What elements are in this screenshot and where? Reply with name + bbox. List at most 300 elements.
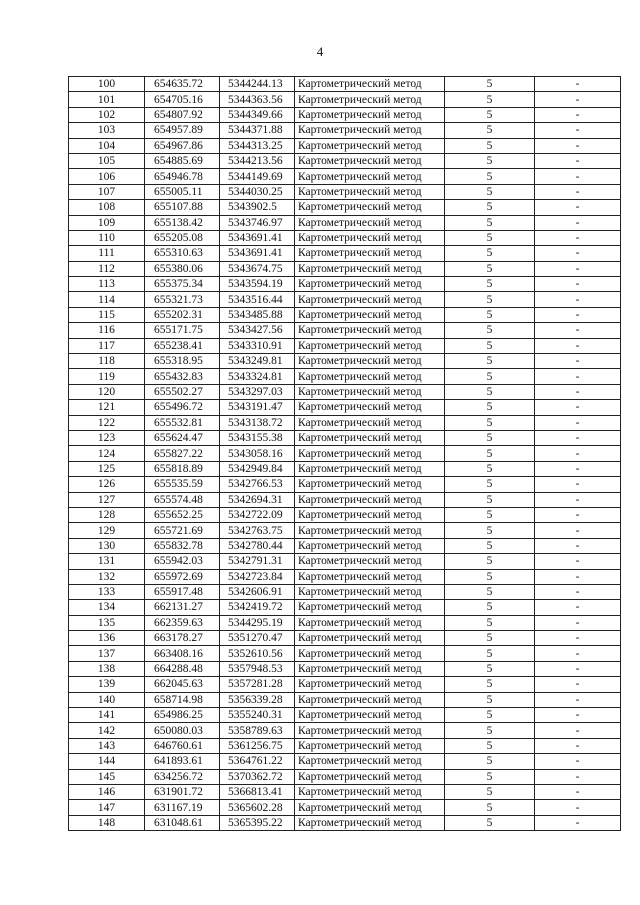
method-cell: Картометрический метод — [295, 492, 445, 507]
method-cell: Картометрический метод — [295, 754, 445, 769]
note-cell: - — [535, 569, 621, 584]
y-coordinate-cell: 5365395.22 — [220, 815, 295, 830]
x-coordinate-cell: 654967.86 — [145, 138, 220, 153]
method-cell: Картометрический метод — [295, 523, 445, 538]
y-coordinate-cell: 5343691.41 — [220, 246, 295, 261]
y-coordinate-cell: 5342694.31 — [220, 492, 295, 507]
y-coordinate-cell: 5344371.88 — [220, 123, 295, 138]
table-row — [69, 754, 621, 769]
method-cell: Картометрический метод — [295, 169, 445, 184]
y-coordinate-cell: 5343249.81 — [220, 354, 295, 369]
x-coordinate-cell: 655818.89 — [145, 461, 220, 476]
point-number-cell: 125 — [69, 461, 145, 476]
y-coordinate-cell: 5344213.56 — [220, 153, 295, 168]
x-coordinate-cell: 654957.89 — [145, 123, 220, 138]
note-cell: - — [535, 646, 621, 661]
y-coordinate-cell: 5343310.91 — [220, 338, 295, 353]
accuracy-cell: 5 — [445, 138, 535, 153]
table-row — [69, 800, 621, 815]
method-cell: Картометрический метод — [295, 107, 445, 122]
table-row — [69, 430, 621, 445]
point-number-cell: 132 — [69, 569, 145, 584]
accuracy-cell: 5 — [445, 708, 535, 723]
x-coordinate-cell: 655238.41 — [145, 338, 220, 353]
method-cell: Картометрический метод — [295, 430, 445, 445]
note-cell: - — [535, 153, 621, 168]
y-coordinate-cell: 5357948.53 — [220, 661, 295, 676]
note-cell: - — [535, 261, 621, 276]
note-cell: - — [535, 461, 621, 476]
accuracy-cell: 5 — [445, 307, 535, 322]
table-row — [69, 523, 621, 538]
x-coordinate-cell: 655827.22 — [145, 446, 220, 461]
table-row — [69, 615, 621, 630]
accuracy-cell: 5 — [445, 784, 535, 799]
y-coordinate-cell: 5342606.91 — [220, 584, 295, 599]
method-cell: Картометрический метод — [295, 600, 445, 615]
x-coordinate-cell: 654946.78 — [145, 169, 220, 184]
note-cell: - — [535, 230, 621, 245]
x-coordinate-cell: 655502.27 — [145, 384, 220, 399]
table-row — [69, 107, 621, 122]
table-row — [69, 384, 621, 399]
method-cell: Картометрический метод — [295, 246, 445, 261]
accuracy-cell: 5 — [445, 800, 535, 815]
point-number-cell: 127 — [69, 492, 145, 507]
method-cell: Картометрический метод — [295, 615, 445, 630]
y-coordinate-cell: 5344349.66 — [220, 107, 295, 122]
point-number-cell: 126 — [69, 477, 145, 492]
method-cell: Картометрический метод — [295, 338, 445, 353]
point-number-cell: 131 — [69, 554, 145, 569]
point-number-cell: 103 — [69, 123, 145, 138]
y-coordinate-cell: 5343674.75 — [220, 261, 295, 276]
x-coordinate-cell: 654807.92 — [145, 107, 220, 122]
table-row — [69, 323, 621, 338]
x-coordinate-cell: 654986.25 — [145, 708, 220, 723]
point-number-cell: 134 — [69, 600, 145, 615]
y-coordinate-cell: 5355240.31 — [220, 708, 295, 723]
x-coordinate-cell: 634256.72 — [145, 769, 220, 784]
accuracy-cell: 5 — [445, 107, 535, 122]
y-coordinate-cell: 5343155.38 — [220, 430, 295, 445]
table-row — [69, 569, 621, 584]
table-row — [69, 200, 621, 215]
accuracy-cell: 5 — [445, 200, 535, 215]
y-coordinate-cell: 5343191.47 — [220, 400, 295, 415]
point-number-cell: 148 — [69, 815, 145, 830]
y-coordinate-cell: 5351270.47 — [220, 631, 295, 646]
y-coordinate-cell: 5358789.63 — [220, 723, 295, 738]
accuracy-cell: 5 — [445, 354, 535, 369]
table-row — [69, 446, 621, 461]
method-cell: Картометрический метод — [295, 92, 445, 107]
x-coordinate-cell: 655321.73 — [145, 292, 220, 307]
table-row — [69, 708, 621, 723]
x-coordinate-cell: 655917.48 — [145, 584, 220, 599]
coordinates-table-body — [69, 77, 621, 831]
note-cell: - — [535, 754, 621, 769]
accuracy-cell: 5 — [445, 692, 535, 707]
y-coordinate-cell: 5343594.19 — [220, 277, 295, 292]
point-number-cell: 129 — [69, 523, 145, 538]
accuracy-cell: 5 — [445, 430, 535, 445]
note-cell: - — [535, 169, 621, 184]
x-coordinate-cell: 655171.75 — [145, 323, 220, 338]
y-coordinate-cell: 5342723.84 — [220, 569, 295, 584]
method-cell: Картометрический метод — [295, 538, 445, 553]
point-number-cell: 130 — [69, 538, 145, 553]
y-coordinate-cell: 5365602.28 — [220, 800, 295, 815]
accuracy-cell: 5 — [445, 246, 535, 261]
table-row — [69, 738, 621, 753]
accuracy-cell: 5 — [445, 230, 535, 245]
table-row — [69, 246, 621, 261]
point-number-cell: 112 — [69, 261, 145, 276]
note-cell: - — [535, 784, 621, 799]
accuracy-cell: 5 — [445, 77, 535, 92]
accuracy-cell: 5 — [445, 461, 535, 476]
method-cell: Картометрический метод — [295, 400, 445, 415]
accuracy-cell: 5 — [445, 538, 535, 553]
method-cell: Картометрический метод — [295, 477, 445, 492]
note-cell: - — [535, 400, 621, 415]
accuracy-cell: 5 — [445, 677, 535, 692]
accuracy-cell: 5 — [445, 615, 535, 630]
coordinates-table — [68, 76, 621, 831]
method-cell: Картометрический метод — [295, 123, 445, 138]
x-coordinate-cell: 655532.81 — [145, 415, 220, 430]
x-coordinate-cell: 655972.69 — [145, 569, 220, 584]
accuracy-cell: 5 — [445, 153, 535, 168]
x-coordinate-cell: 631167.19 — [145, 800, 220, 815]
method-cell: Картометрический метод — [295, 661, 445, 676]
note-cell: - — [535, 615, 621, 630]
accuracy-cell: 5 — [445, 446, 535, 461]
point-number-cell: 114 — [69, 292, 145, 307]
note-cell: - — [535, 631, 621, 646]
method-cell: Картометрический метод — [295, 569, 445, 584]
x-coordinate-cell: 663408.16 — [145, 646, 220, 661]
method-cell: Картометрический метод — [295, 646, 445, 661]
note-cell: - — [535, 800, 621, 815]
accuracy-cell: 5 — [445, 554, 535, 569]
y-coordinate-cell: 5342419.72 — [220, 600, 295, 615]
y-coordinate-cell: 5343516.44 — [220, 292, 295, 307]
method-cell: Картометрический метод — [295, 584, 445, 599]
accuracy-cell: 5 — [445, 507, 535, 522]
method-cell: Картометрический метод — [295, 354, 445, 369]
x-coordinate-cell: 655652.25 — [145, 507, 220, 522]
method-cell: Картометрический метод — [295, 261, 445, 276]
method-cell: Картометрический метод — [295, 277, 445, 292]
point-number-cell: 145 — [69, 769, 145, 784]
accuracy-cell: 5 — [445, 400, 535, 415]
table-row — [69, 677, 621, 692]
note-cell: - — [535, 723, 621, 738]
y-coordinate-cell: 5366813.41 — [220, 784, 295, 799]
note-cell: - — [535, 538, 621, 553]
method-cell: Картометрический метод — [295, 323, 445, 338]
note-cell: - — [535, 708, 621, 723]
note-cell: - — [535, 738, 621, 753]
accuracy-cell: 5 — [445, 169, 535, 184]
point-number-cell: 118 — [69, 354, 145, 369]
accuracy-cell: 5 — [445, 723, 535, 738]
x-coordinate-cell: 655107.88 — [145, 200, 220, 215]
table-row — [69, 77, 621, 92]
y-coordinate-cell: 5343746.97 — [220, 215, 295, 230]
table-row — [69, 769, 621, 784]
note-cell: - — [535, 77, 621, 92]
accuracy-cell: 5 — [445, 323, 535, 338]
y-coordinate-cell: 5343058.16 — [220, 446, 295, 461]
point-number-cell: 108 — [69, 200, 145, 215]
accuracy-cell: 5 — [445, 277, 535, 292]
point-number-cell: 144 — [69, 754, 145, 769]
note-cell: - — [535, 107, 621, 122]
y-coordinate-cell: 5344363.56 — [220, 92, 295, 107]
table-row — [69, 584, 621, 599]
table-row — [69, 369, 621, 384]
note-cell: - — [535, 554, 621, 569]
method-cell: Картометрический метод — [295, 708, 445, 723]
point-number-cell: 147 — [69, 800, 145, 815]
accuracy-cell: 5 — [445, 384, 535, 399]
table-row — [69, 153, 621, 168]
y-coordinate-cell: 5352610.56 — [220, 646, 295, 661]
note-cell: - — [535, 338, 621, 353]
table-row — [69, 169, 621, 184]
note-cell: - — [535, 477, 621, 492]
point-number-cell: 106 — [69, 169, 145, 184]
accuracy-cell: 5 — [445, 584, 535, 599]
point-number-cell: 122 — [69, 415, 145, 430]
note-cell: - — [535, 446, 621, 461]
x-coordinate-cell: 655375.34 — [145, 277, 220, 292]
x-coordinate-cell: 646760.61 — [145, 738, 220, 753]
method-cell: Картометрический метод — [295, 138, 445, 153]
table-row — [69, 461, 621, 476]
x-coordinate-cell: 650080.03 — [145, 723, 220, 738]
point-number-cell: 128 — [69, 507, 145, 522]
method-cell: Картометрический метод — [295, 692, 445, 707]
y-coordinate-cell: 5343485.88 — [220, 307, 295, 322]
point-number-cell: 120 — [69, 384, 145, 399]
table-row — [69, 215, 621, 230]
y-coordinate-cell: 5342791.31 — [220, 554, 295, 569]
table-row — [69, 554, 621, 569]
method-cell: Картометрический метод — [295, 677, 445, 692]
method-cell: Картометрический метод — [295, 800, 445, 815]
note-cell: - — [535, 415, 621, 430]
note-cell: - — [535, 677, 621, 692]
x-coordinate-cell: 655380.06 — [145, 261, 220, 276]
point-number-cell: 115 — [69, 307, 145, 322]
x-coordinate-cell: 655202.31 — [145, 307, 220, 322]
table-row — [69, 400, 621, 415]
y-coordinate-cell: 5356339.28 — [220, 692, 295, 707]
point-number-cell: 146 — [69, 784, 145, 799]
x-coordinate-cell: 655432.83 — [145, 369, 220, 384]
point-number-cell: 107 — [69, 184, 145, 199]
note-cell: - — [535, 307, 621, 322]
page-number: 4 — [316, 44, 324, 59]
accuracy-cell: 5 — [445, 769, 535, 784]
x-coordinate-cell: 655942.03 — [145, 554, 220, 569]
accuracy-cell: 5 — [445, 661, 535, 676]
x-coordinate-cell: 655318.95 — [145, 354, 220, 369]
table-row — [69, 492, 621, 507]
x-coordinate-cell: 654705.16 — [145, 92, 220, 107]
x-coordinate-cell: 655005.11 — [145, 184, 220, 199]
point-number-cell: 110 — [69, 230, 145, 245]
y-coordinate-cell: 5343902.5 — [220, 200, 295, 215]
x-coordinate-cell: 655310.63 — [145, 246, 220, 261]
accuracy-cell: 5 — [445, 92, 535, 107]
accuracy-cell: 5 — [445, 738, 535, 753]
y-coordinate-cell: 5342780.44 — [220, 538, 295, 553]
x-coordinate-cell: 655138.42 — [145, 215, 220, 230]
accuracy-cell: 5 — [445, 215, 535, 230]
x-coordinate-cell: 662359.63 — [145, 615, 220, 630]
note-cell: - — [535, 492, 621, 507]
x-coordinate-cell: 654635.72 — [145, 77, 220, 92]
table-row — [69, 692, 621, 707]
x-coordinate-cell: 655535.59 — [145, 477, 220, 492]
table-row — [69, 292, 621, 307]
note-cell: - — [535, 184, 621, 199]
x-coordinate-cell: 655574.48 — [145, 492, 220, 507]
table-row — [69, 538, 621, 553]
point-number-cell: 133 — [69, 584, 145, 599]
method-cell: Картометрический метод — [295, 200, 445, 215]
note-cell: - — [535, 507, 621, 522]
y-coordinate-cell: 5344030.25 — [220, 184, 295, 199]
note-cell: - — [535, 430, 621, 445]
y-coordinate-cell: 5342722.09 — [220, 507, 295, 522]
table-row — [69, 723, 621, 738]
point-number-cell: 116 — [69, 323, 145, 338]
y-coordinate-cell: 5370362.72 — [220, 769, 295, 784]
accuracy-cell: 5 — [445, 631, 535, 646]
table-row — [69, 784, 621, 799]
point-number-cell: 142 — [69, 723, 145, 738]
table-row — [69, 661, 621, 676]
accuracy-cell: 5 — [445, 754, 535, 769]
note-cell: - — [535, 277, 621, 292]
accuracy-cell: 5 — [445, 369, 535, 384]
method-cell: Картометрический метод — [295, 507, 445, 522]
note-cell: - — [535, 292, 621, 307]
x-coordinate-cell: 655624.47 — [145, 430, 220, 445]
method-cell: Картометрический метод — [295, 384, 445, 399]
accuracy-cell: 5 — [445, 600, 535, 615]
point-number-cell: 141 — [69, 708, 145, 723]
method-cell: Картометрический метод — [295, 184, 445, 199]
x-coordinate-cell: 658714.98 — [145, 692, 220, 707]
accuracy-cell: 5 — [445, 477, 535, 492]
x-coordinate-cell: 631048.61 — [145, 815, 220, 830]
y-coordinate-cell: 5344295.19 — [220, 615, 295, 630]
accuracy-cell: 5 — [445, 415, 535, 430]
point-number-cell: 111 — [69, 246, 145, 261]
note-cell: - — [535, 215, 621, 230]
method-cell: Картометрический метод — [295, 307, 445, 322]
accuracy-cell: 5 — [445, 338, 535, 353]
y-coordinate-cell: 5343691.41 — [220, 230, 295, 245]
point-number-cell: 123 — [69, 430, 145, 445]
y-coordinate-cell: 5342763.75 — [220, 523, 295, 538]
note-cell: - — [535, 369, 621, 384]
y-coordinate-cell: 5344244.13 — [220, 77, 295, 92]
method-cell: Картометрический метод — [295, 77, 445, 92]
point-number-cell: 109 — [69, 215, 145, 230]
table-row — [69, 123, 621, 138]
method-cell: Картометрический метод — [295, 738, 445, 753]
point-number-cell: 119 — [69, 369, 145, 384]
method-cell: Картометрический метод — [295, 230, 445, 245]
table-row — [69, 138, 621, 153]
table-row — [69, 261, 621, 276]
note-cell: - — [535, 769, 621, 784]
table-row — [69, 600, 621, 615]
note-cell: - — [535, 246, 621, 261]
method-cell: Картометрический метод — [295, 446, 445, 461]
point-number-cell: 143 — [69, 738, 145, 753]
x-coordinate-cell: 662045.63 — [145, 677, 220, 692]
note-cell: - — [535, 138, 621, 153]
y-coordinate-cell: 5343297.03 — [220, 384, 295, 399]
method-cell: Картометрический метод — [295, 769, 445, 784]
note-cell: - — [535, 600, 621, 615]
x-coordinate-cell: 663178.27 — [145, 631, 220, 646]
table-row — [69, 277, 621, 292]
table-row — [69, 415, 621, 430]
y-coordinate-cell: 5342949.84 — [220, 461, 295, 476]
x-coordinate-cell: 631901.72 — [145, 784, 220, 799]
accuracy-cell: 5 — [445, 184, 535, 199]
point-number-cell: 124 — [69, 446, 145, 461]
table-row — [69, 184, 621, 199]
table-row — [69, 507, 621, 522]
point-number-cell: 121 — [69, 400, 145, 415]
method-cell: Картометрический метод — [295, 631, 445, 646]
point-number-cell: 100 — [69, 77, 145, 92]
y-coordinate-cell: 5342766.53 — [220, 477, 295, 492]
method-cell: Картометрический метод — [295, 215, 445, 230]
note-cell: - — [535, 523, 621, 538]
point-number-cell: 102 — [69, 107, 145, 122]
y-coordinate-cell: 5343138.72 — [220, 415, 295, 430]
note-cell: - — [535, 692, 621, 707]
note-cell: - — [535, 323, 621, 338]
point-number-cell: 105 — [69, 153, 145, 168]
method-cell: Картометрический метод — [295, 784, 445, 799]
method-cell: Картометрический метод — [295, 369, 445, 384]
x-coordinate-cell: 641893.61 — [145, 754, 220, 769]
method-cell: Картометрический метод — [295, 153, 445, 168]
table-row — [69, 338, 621, 353]
y-coordinate-cell: 5344149.69 — [220, 169, 295, 184]
table-row — [69, 815, 621, 830]
point-number-cell: 136 — [69, 631, 145, 646]
point-number-cell: 101 — [69, 92, 145, 107]
point-number-cell: 139 — [69, 677, 145, 692]
note-cell: - — [535, 661, 621, 676]
accuracy-cell: 5 — [445, 569, 535, 584]
table-row — [69, 307, 621, 322]
